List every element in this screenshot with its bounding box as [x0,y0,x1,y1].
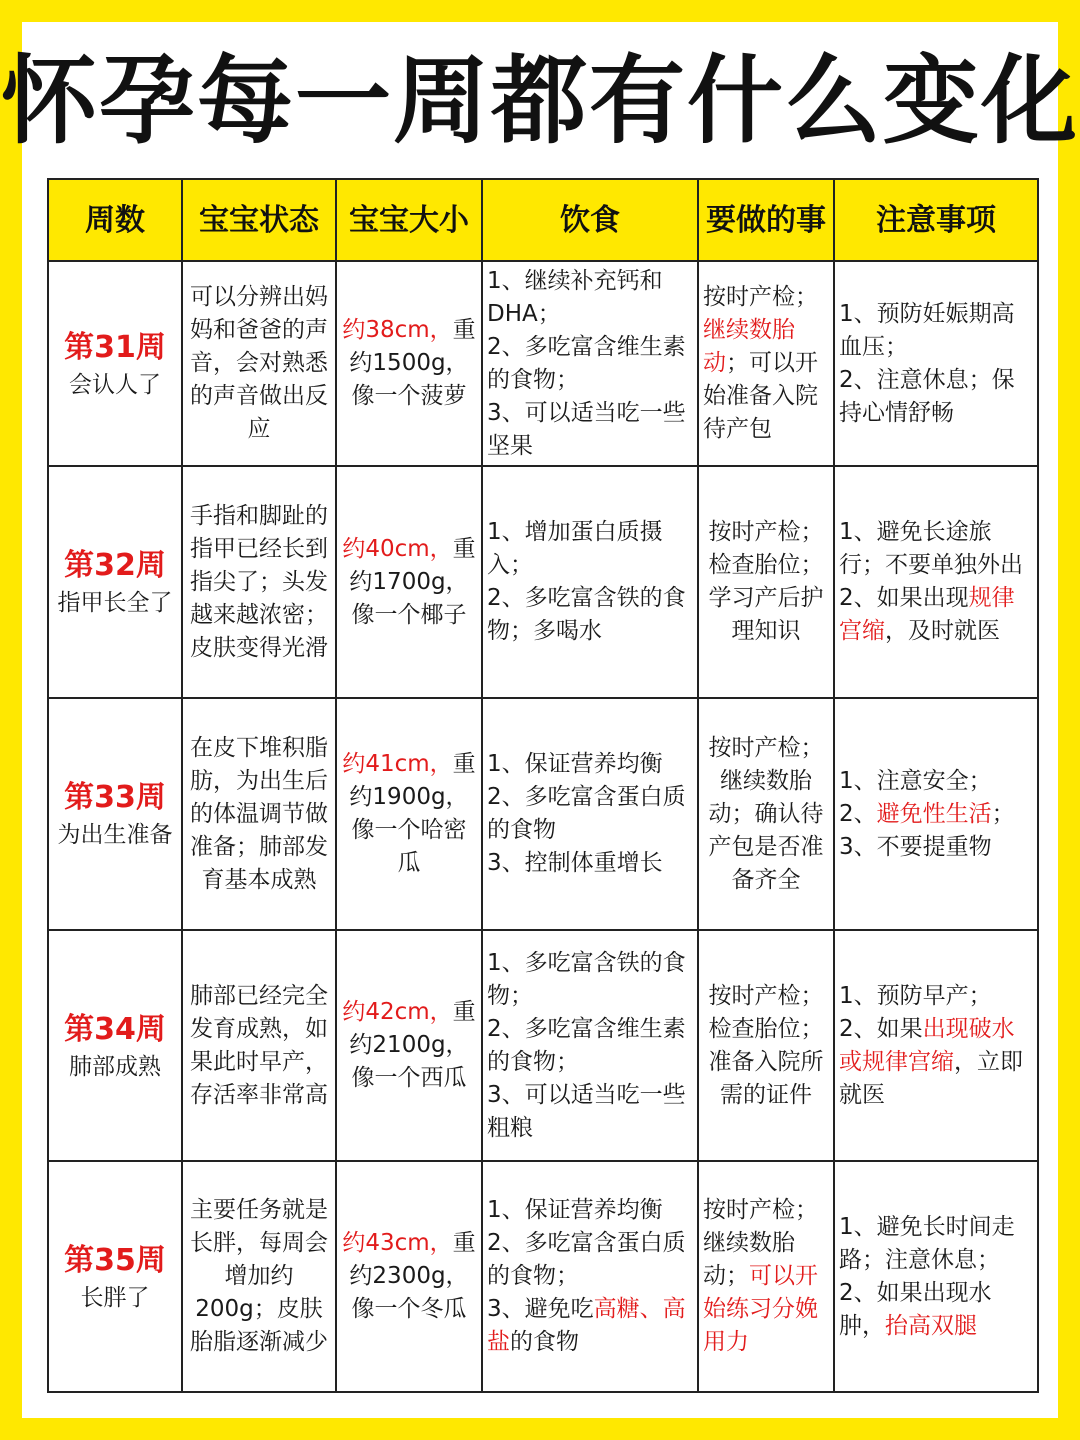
diet-line: 3、可以适当吃一些坚果 [487,399,686,459]
notes-text: ，及时就医 [885,618,1000,644]
week-cell [48,930,182,1161]
todo-cell: 按时产检；检查胎位；准备入院所需的证件 [698,930,834,1161]
notes-line: 1、避免长途旅行；不要单独外出 [839,519,1023,578]
baby-size-cell [336,698,482,930]
notes-line: 1、预防早产； [839,982,992,1009]
table-row [48,698,1038,930]
size-length: 约42cm， [342,999,453,1025]
notes-cell [834,698,1038,930]
table-row [48,261,1038,466]
week-note: 为出生准备 [57,822,173,848]
diet-line: 2、多吃富含蛋白质的食物 [487,784,686,843]
table-row [48,930,1038,1161]
size-rest: 重约1900g，像一个哈密瓜 [349,751,476,876]
notes-text: 2、如果 [839,1015,923,1042]
notes-highlight: 避免性生活 [876,800,992,827]
notes-cell [834,261,1038,466]
diet-highlight: 高糖、高盐 [487,1296,686,1355]
diet-line: 3、控制体重增长 [487,850,663,876]
header-diet: 饮食 [482,179,698,261]
notes-line: 1、注意安全； [839,767,992,794]
baby-status-cell: 可以分辨出妈妈和爸爸的声音，会对熟悉的声音做出反应 [182,261,336,466]
week-note: 会认人了 [69,371,161,398]
notes-text: 2、如果出现 [839,585,969,611]
diet-line: 2、多吃富含蛋白质的食物； [487,1230,686,1289]
header-baby-size: 宝宝大小 [336,179,482,261]
baby-status-cell: 手指和脚趾的指甲已经长到指尖了；头发越来越浓密；皮肤变得光滑 [182,466,336,698]
notes-line: 2、注意休息；保持心情舒畅 [839,366,1015,426]
diet-text: 的食物 [510,1329,579,1355]
week-number: 第31周 [64,329,166,365]
todo-cell [698,1161,834,1392]
diet-cell [482,930,698,1161]
todo-text: ； [726,1263,749,1289]
diet-line: 1、保证营养均衡 [487,1197,663,1223]
notes-highlight: 规律宫缩 [839,585,1015,644]
baby-size-cell [336,466,482,698]
notes-highlight: 出现破水或规律宫缩 [839,1015,1015,1075]
pregnancy-week-table [47,178,1039,1393]
notes-line [839,1277,1033,1343]
size-rest: 重约1700g，像一个椰子 [349,535,476,628]
table-row [48,1161,1038,1392]
notes-cell [834,466,1038,698]
notes-line [839,798,1033,831]
notes-line: 1、预防妊娠期高血压； [839,300,1015,360]
todo-text: 按时产检；继续数胎动 [703,1197,818,1289]
diet-line: 1、增加蛋白质摄入； [487,519,663,578]
baby-size-cell [336,930,482,1161]
baby-status-cell: 肺部已经完全发育成熟，如果此时早产，存活率非常高 [182,930,336,1161]
size-length: 约43cm， [342,1230,453,1256]
size-rest: 重约2100g，像一个西瓜 [349,999,476,1091]
diet-cell [482,698,698,930]
todo-cell [698,261,834,466]
size-rest: 重约2300g，像一个冬瓜 [349,1230,476,1322]
todo-text: ；可以开始准备入院待产包 [703,350,818,442]
notes-text: 2、 [839,800,877,827]
notes-text: ， [862,1312,885,1339]
header-week: 周数 [48,179,182,261]
size-rest: 重约1500g，像一个菠萝 [349,317,476,409]
diet-line [487,1293,693,1359]
week-number: 第35周 [64,1242,166,1278]
table-row [48,466,1038,698]
notes-cell [834,1161,1038,1392]
notes-line: 1、避免长时间走路；注意休息； [839,1213,1015,1273]
notes-line [839,582,1033,648]
todo-highlight: 可以开始练习分娩用力 [703,1263,818,1355]
diet-line: 2、多吃富含维生素的食物； [487,1015,686,1075]
todo-cell: 按时产检；继续数胎动；确认待产包是否准备齐全 [698,698,834,930]
notes-text: 2、如果出现水肿 [839,1279,992,1339]
page-title: 怀孕每一周都有什么变化 [1,45,1079,157]
size-length: 约40cm， [342,535,453,562]
header-notes: 注意事项 [834,179,1038,261]
baby-status-cell: 主要任务就是长胖，每周会增加约200g；皮肤胎脂逐渐减少 [182,1161,336,1392]
diet-text: 3、避免吃 [487,1296,594,1322]
baby-status-cell: 在皮下堆积脂肪，为出生后的体温调节做准备；肺部发育基本成熟 [182,698,336,930]
diet-cell [482,261,698,466]
week-number: 第33周 [64,780,166,815]
week-note: 肺部成熟 [69,1053,161,1080]
notes-cell [834,930,1038,1161]
diet-line: 1、多吃富含铁的食物； [487,949,686,1009]
week-cell [48,698,182,930]
week-note: 指甲长全了 [57,590,173,616]
baby-size-cell [336,1161,482,1392]
diet-line: 1、继续补充钙和DHA； [487,267,663,327]
diet-line: 1、保证营养均衡 [487,751,663,777]
notes-highlight: 抬高双腿 [885,1312,977,1339]
header-row [48,179,1038,261]
header-todo: 要做的事 [698,179,834,261]
week-cell [48,261,182,466]
diet-line: 2、多吃富含维生素的食物； [487,333,686,393]
todo-highlight: 继续数胎动 [703,317,795,376]
week-number: 第34周 [64,1011,166,1047]
week-number: 第32周 [64,548,166,583]
notes-text: ，立即就医 [839,1048,1023,1108]
notes-line: 3、不要提重物 [839,833,992,860]
size-length: 约41cm， [342,751,453,777]
baby-size-cell [336,261,482,466]
week-cell [48,466,182,698]
diet-line: 3、可以适当吃一些粗粮 [487,1081,686,1141]
diet-cell [482,1161,698,1392]
todo-text: 按时产检； [703,284,818,310]
header-baby-status: 宝宝状态 [182,179,336,261]
week-note: 长胖了 [80,1284,150,1311]
diet-cell [482,466,698,698]
diet-line: 2、多吃富含铁的食物；多喝水 [487,585,686,644]
size-length: 约38cm， [342,317,453,343]
notes-line [839,1013,1033,1112]
notes-text: ； [991,800,1015,827]
week-cell [48,1161,182,1392]
todo-cell: 按时产检；检查胎位；学习产后护理知识 [698,466,834,698]
